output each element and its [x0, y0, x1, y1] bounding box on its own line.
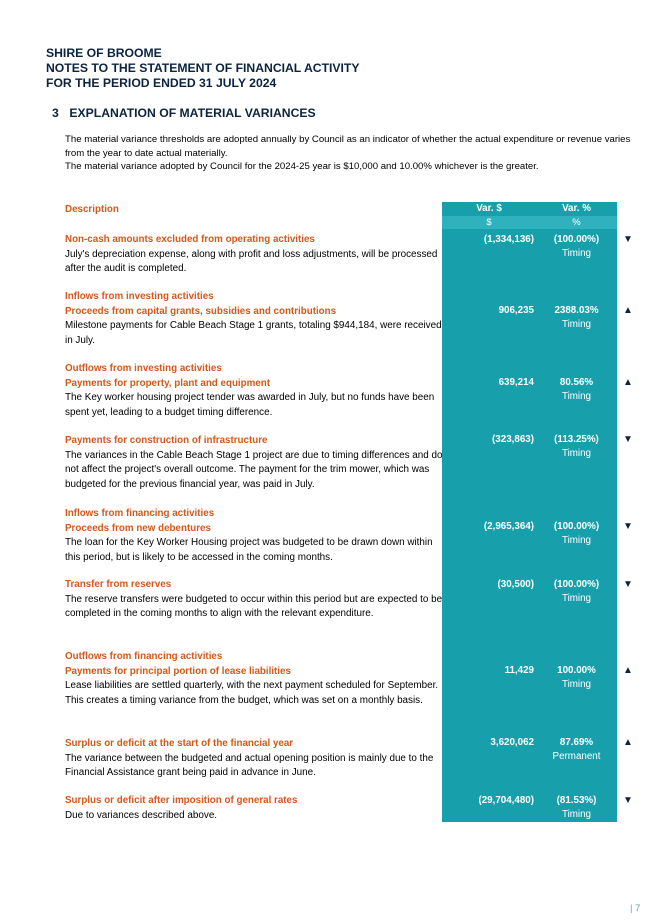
dollar-unit: $	[486, 217, 492, 228]
item-var-pct: (113.25%)	[554, 434, 599, 445]
description-header: Description	[65, 204, 119, 215]
item-var-pct: (81.53%)	[556, 795, 597, 806]
item-group: Inflows from financing activities	[65, 508, 215, 519]
item-variance-type: Timing	[561, 809, 592, 820]
section-number: 3	[52, 106, 59, 120]
pct-unit: %	[572, 217, 581, 228]
variance-item	[65, 507, 445, 566]
variance-item	[65, 434, 445, 493]
item-var-pct: 100.00%	[557, 665, 596, 676]
item-var-dollar: (323,863)	[492, 434, 534, 445]
variance-item	[65, 233, 445, 277]
item-title: Surplus or deficit at the start of the financial year	[65, 738, 294, 749]
item-var-pct: 87.69%	[559, 737, 594, 748]
item-var-dollar: (2,965,364)	[483, 521, 534, 532]
item-var-dollar: 906,235	[498, 305, 534, 316]
item-var-pct: 80.56%	[559, 377, 594, 388]
up-arrow-icon: ▲	[623, 377, 633, 388]
item-var-dollar: (1,334,136)	[483, 234, 534, 245]
down-arrow-icon: ▼	[623, 521, 633, 532]
variance-item	[65, 650, 445, 709]
item-group: Inflows from investing activities	[65, 291, 214, 302]
item-variance-type: Timing	[561, 535, 592, 546]
section-heading	[52, 106, 316, 120]
intro-paragraph-2: The material variance adopted by Council for the 2024-25 year is $10,000 and 10.00% whichever is the greater.	[65, 161, 539, 172]
variance-item	[65, 737, 445, 781]
item-var-pct: (100.00%)	[553, 234, 600, 245]
item-var-pct: (100.00%)	[553, 579, 600, 590]
variance-item	[65, 290, 445, 349]
down-arrow-icon: ▼	[623, 434, 633, 445]
item-group: Outflows from financing activities	[65, 651, 223, 662]
item-group: Outflows from investing activities	[65, 363, 222, 374]
item-explanation: Lease liabilities are settled quarterly, with the next payment scheduled for September. This creates a timing variance from the budget, which was set on a monthly basis.	[65, 680, 439, 706]
down-arrow-icon: ▼	[623, 234, 633, 245]
item-explanation: July's depreciation expense, along with profit and loss adjustments, will be processed after the audit is completed.	[65, 248, 438, 275]
var-dollar-header: Var. $	[476, 203, 502, 214]
variance-item	[65, 362, 445, 421]
header-period: FOR THE PERIOD ENDED 31 JULY 2024	[46, 76, 277, 90]
item-var-dollar: (29,704,480)	[478, 795, 534, 806]
intro-text	[65, 133, 635, 174]
variance-item	[65, 794, 445, 823]
item-title: Non-cash amounts excluded from operating activities	[65, 234, 315, 245]
item-explanation: The variances in the Cable Beach Stage 1 project are due to timing differences and do not affect the project's overall outcome. The payment for the trim mower, which was budgeted for the previous financial year, was paid in July.	[65, 449, 443, 491]
item-variance-type: Timing	[561, 679, 592, 690]
up-arrow-icon: ▲	[623, 737, 633, 748]
item-title: Proceeds from capital grants, subsidies and contributions	[65, 305, 337, 317]
item-explanation: Milestone payments for Cable Beach Stage 1 grants, totaling $944,184, were received in July.	[65, 320, 442, 346]
variance-column-band	[442, 202, 617, 822]
header-org: SHIRE OF BROOME	[46, 46, 162, 60]
item-explanation: The loan for the Key Worker Housing project was budgeted to be drawn down within this period, but is likely to be accessed in the coming months.	[65, 537, 433, 563]
up-arrow-icon: ▲	[623, 665, 633, 676]
var-pct-header: Var. %	[562, 203, 591, 214]
intro-paragraph-1: The material variance thresholds are adopted annually by Council as an indicator of whether the actual expenditure or revenue varies from the year to date actual materially.	[65, 134, 631, 159]
section-title: EXPLANATION OF MATERIAL VARIANCES	[69, 106, 316, 120]
item-title: Payments for construction of infrastructure	[65, 435, 268, 446]
item-var-pct: (100.00%)	[553, 521, 600, 532]
item-variance-type: Timing	[561, 319, 592, 330]
up-arrow-icon: ▲	[623, 305, 633, 316]
item-explanation: The Key worker housing project tender was awarded in July, but no funds have been spent yet, leading to a budget timing difference.	[65, 392, 435, 418]
document-header	[46, 46, 360, 91]
down-arrow-icon: ▼	[623, 795, 633, 806]
item-title: Transfer from reserves	[65, 579, 172, 590]
down-arrow-icon: ▼	[623, 579, 633, 590]
item-var-pct: 2388.03%	[554, 305, 599, 316]
item-explanation: Due to variances described above.	[65, 809, 218, 821]
item-variance-type: Timing	[561, 391, 592, 402]
item-var-dollar: 3,620,062	[490, 737, 534, 748]
variance-item	[65, 578, 445, 622]
item-explanation: The reserve transfers were budgeted to occur within this period but are expected to be completed in the coming months to align with the relevant expenditure.	[65, 593, 443, 620]
header-title: NOTES TO THE STATEMENT OF FINANCIAL ACTIVITY	[46, 61, 360, 75]
item-explanation: The variance between the budgeted and actual opening position is mainly due to the Financial Assistance grant being paid in advance in June.	[65, 752, 434, 779]
item-var-dollar: 639,214	[498, 377, 534, 388]
item-title: Surplus or deficit after imposition of general rates	[65, 795, 298, 806]
item-title: Payments for property, plant and equipment	[65, 377, 271, 389]
item-variance-type: Timing	[561, 448, 592, 459]
item-variance-type: Timing	[561, 593, 592, 604]
item-var-dollar: (30,500)	[497, 579, 534, 590]
item-variance-type: Timing	[561, 248, 592, 259]
page-number: | 7	[630, 903, 641, 914]
item-title: Proceeds from new debentures	[65, 522, 211, 534]
item-title: Payments for principal portion of lease liabilities	[65, 665, 291, 677]
item-var-dollar: 11,429	[504, 665, 534, 676]
item-variance-type: Permanent	[552, 751, 601, 762]
